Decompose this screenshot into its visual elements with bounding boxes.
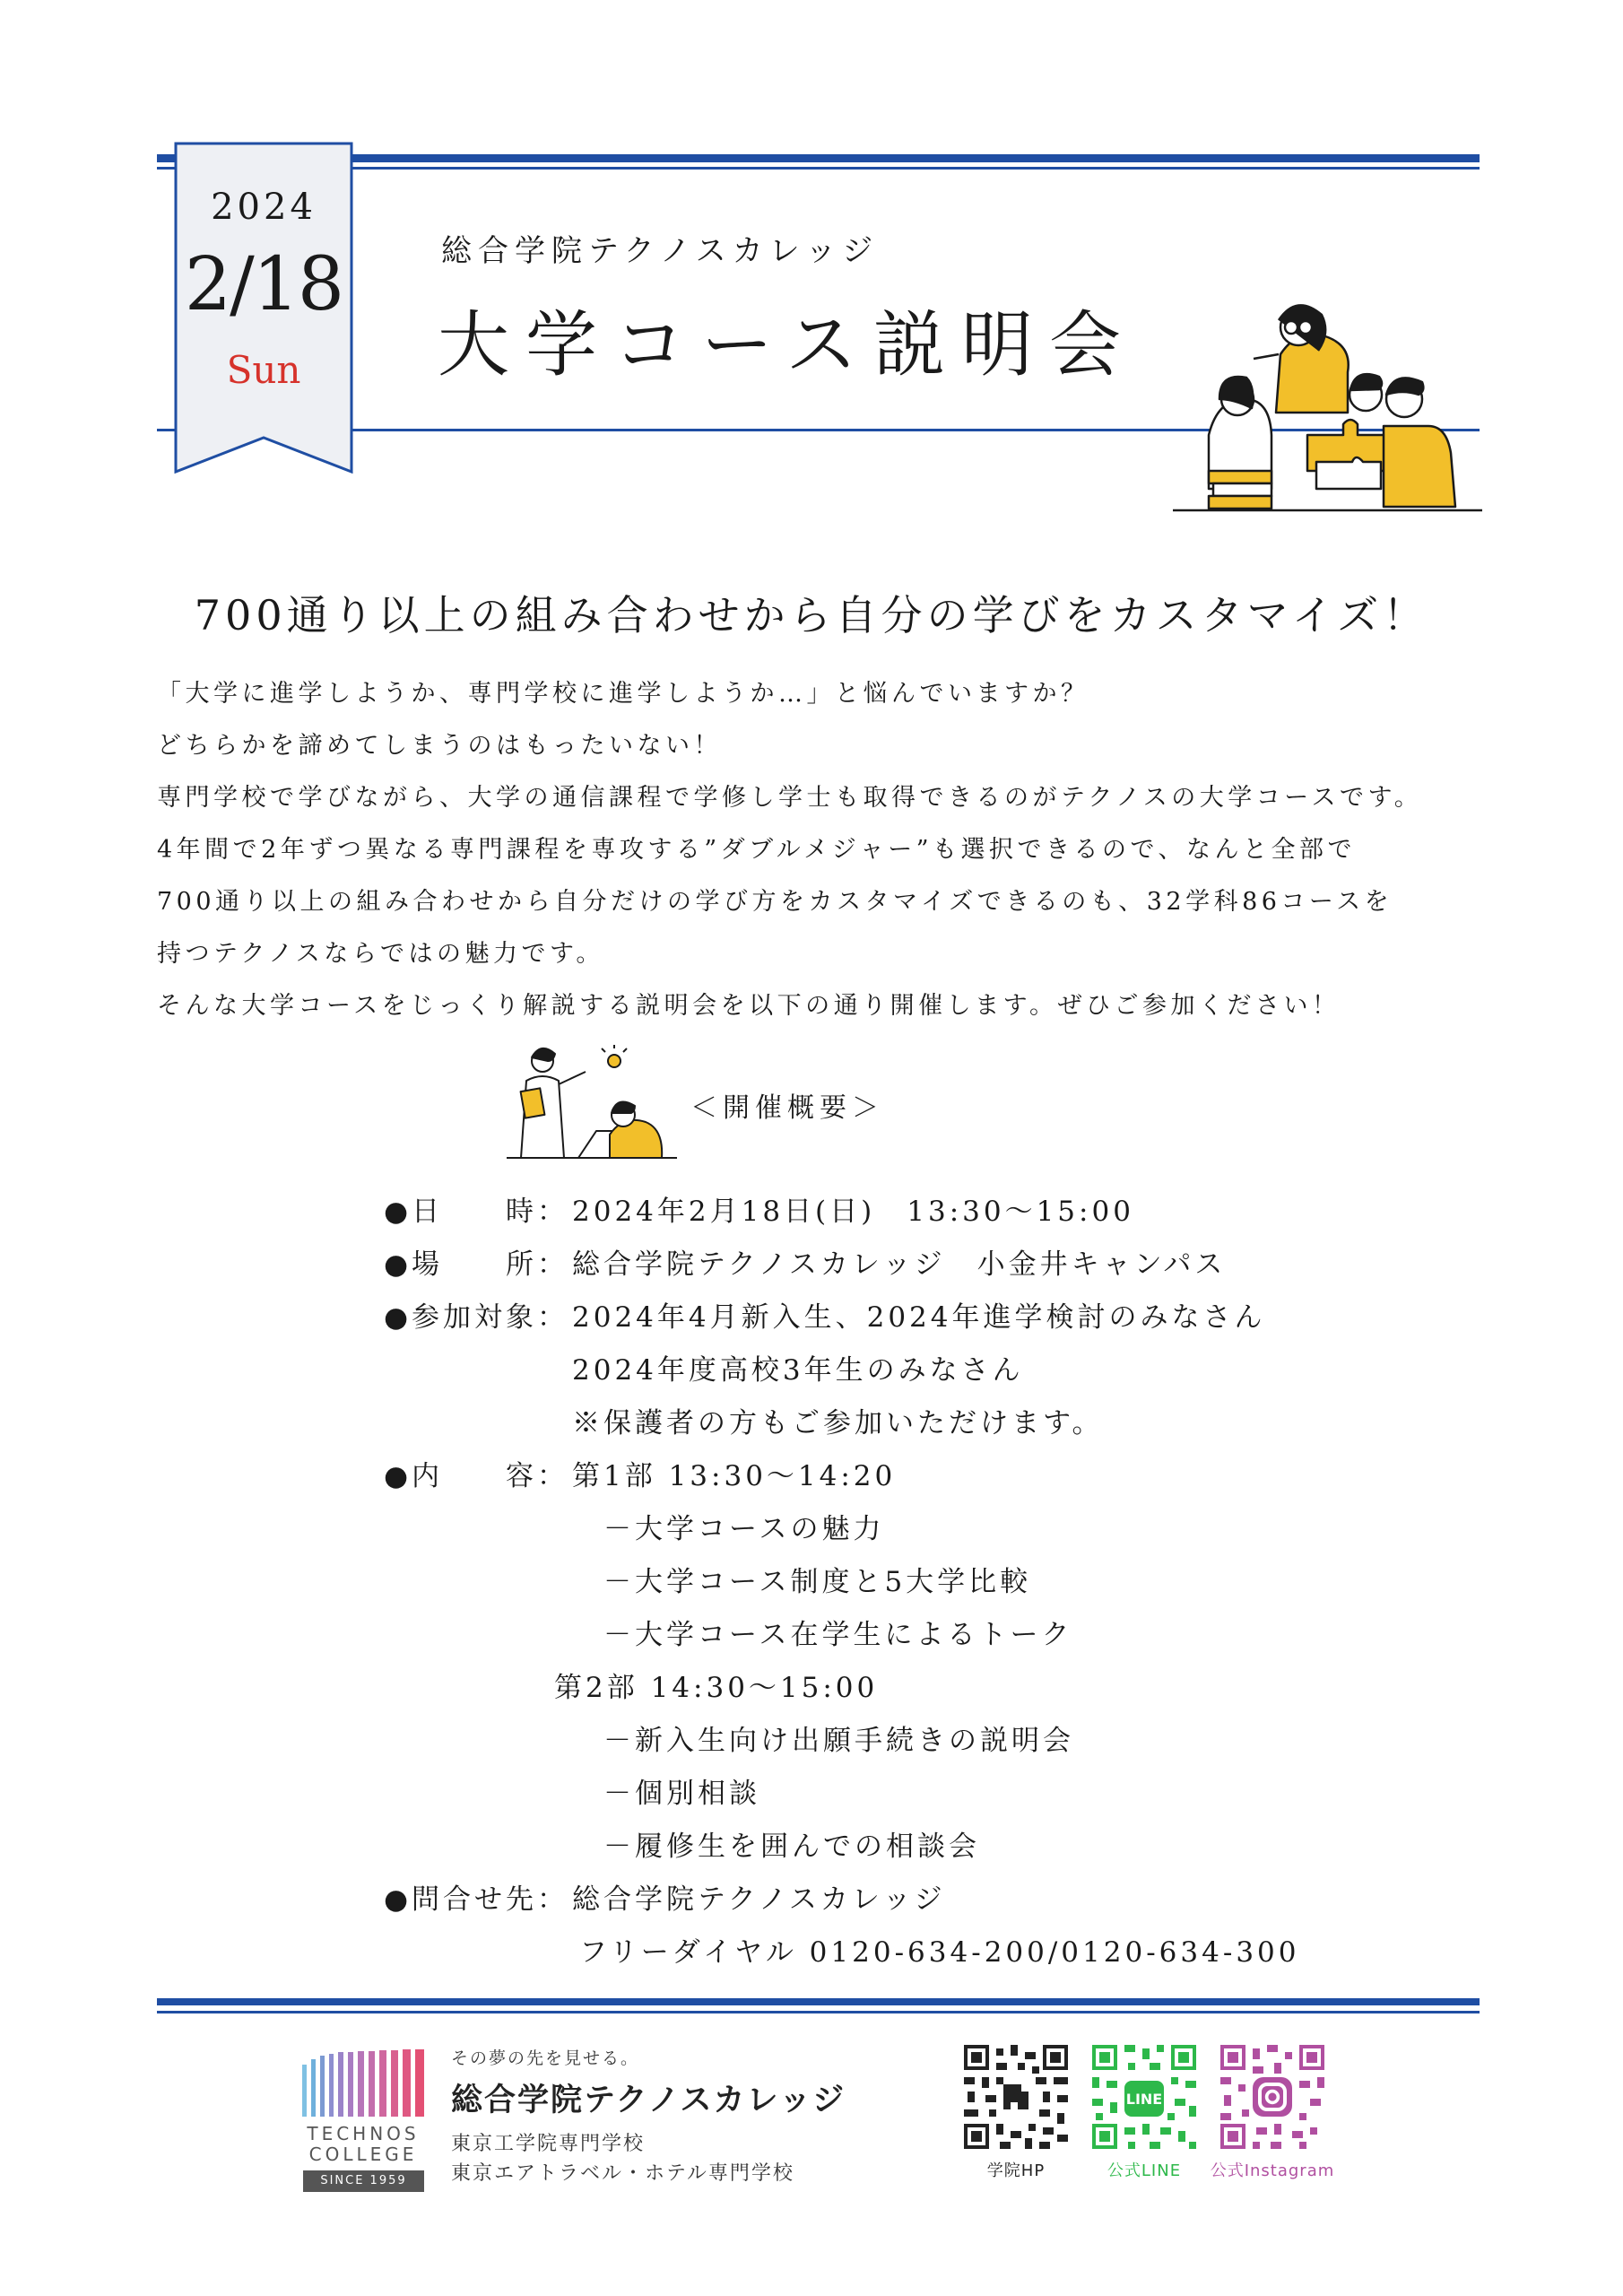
intro-text — [157, 668, 1484, 1032]
intro-line: どちらかを諦めてしまうのはもったいない！ — [157, 732, 722, 760]
organization-subtitle: 総合学院テクノスカレッジ — [441, 233, 880, 269]
detail-label: ●参加対象： — [384, 1301, 569, 1334]
detail-value: 2024年度高校3年生のみなさん — [572, 1354, 1024, 1387]
svg-text:LINE: LINE — [1125, 2091, 1163, 2108]
technos-logo-icon — [300, 2047, 426, 2118]
detail-note: ※保護者の方もご参加いただけます。 — [572, 1407, 1104, 1439]
detail-label: ●問合せ先： — [384, 1883, 569, 1916]
qr-label-instagram: 公式Instagram — [1210, 2161, 1335, 2180]
intro-line: 持つテクノスならではの魅力です。 — [157, 940, 604, 968]
ribbon-date: 2/18 — [184, 242, 343, 327]
footer-school: 東京工学院専門学校 — [451, 2133, 646, 2155]
program-part-1: 第1部 13:30～14:20 — [572, 1460, 897, 1492]
qr-code-instagram-icon[interactable] — [1220, 2045, 1324, 2149]
qr-code-homepage-icon[interactable] — [964, 2045, 1068, 2149]
headline: 700通り以上の組み合わせから自分の学びをカスタマイズ！ — [194, 591, 1429, 639]
detail-label: ●場 所： — [384, 1248, 569, 1281]
program-item-text: －大学コース制度と5大学比較 — [603, 1566, 1032, 1598]
footer-tagline: その夢の先を見せる。 — [451, 2048, 640, 2068]
qr-label-line: 公式LINE — [1107, 2161, 1182, 2180]
ribbon-day: Sun — [226, 348, 301, 392]
detail-value: 2024年4月新入生、2024年進学検討のみなさん — [572, 1301, 1266, 1334]
ribbon-year: 2024 — [211, 187, 317, 228]
footer-school: 東京エアトラベル・ホテル専門学校 — [451, 2162, 794, 2185]
detail-value: 総合学院テクノスカレッジ 小金井キャンパス — [572, 1248, 1227, 1281]
header-top-rule — [157, 154, 1480, 162]
program-item-text: －履修生を囲んでの相談会 — [603, 1831, 980, 1863]
detail-label: ●内 容： — [384, 1460, 569, 1492]
header-top-thin-rule — [157, 167, 1480, 170]
program-item-text: －大学コースの魅力 — [603, 1513, 885, 1545]
footer-org-name: 総合学院テクノスカレッジ — [451, 2083, 846, 2118]
logo-since-badge: SINCE 1959 — [303, 2170, 424, 2192]
program-item-text: －個別相談 — [603, 1778, 760, 1810]
logo-text-college: COLLEGE — [308, 2144, 418, 2165]
contact-phone: フリーダイヤル 0120-634-200/0120-634-300 — [579, 1936, 1300, 1969]
students-puzzle-illustration — [1173, 300, 1482, 516]
qr-code-line-icon[interactable] — [1092, 2045, 1196, 2149]
intro-line: 4年間で2年ずつ異なる専門課程を専攻する”ダブルメジャー”も選択できるので、なんと全部で — [157, 836, 1356, 864]
program-part-2: 第2部 14:30～15:00 — [554, 1672, 879, 1704]
contact-org: 総合学院テクノスカレッジ — [572, 1883, 946, 1916]
intro-line: 専門学校で学びながら、大学の通信課程で学修し学士も取得できるのがテクノスの大学コースです。 — [157, 784, 1423, 812]
detail-label: ●日 時： — [384, 1196, 569, 1228]
program-item-text: －大学コース在学生によるトーク — [603, 1619, 1073, 1651]
intro-line: 700通り以上の組み合わせから自分だけの学び方をカスタマイズできるのも、32学科86コースを — [157, 888, 1393, 916]
section-heading: ＜開催概要＞ — [690, 1092, 884, 1124]
footer-thin-rule — [157, 2011, 1480, 2013]
page-title: 大学コース説明会 — [438, 303, 1137, 387]
intro-line: 「大学に進学しようか、専門学校に進学しようか…」と悩んでいますか？ — [157, 680, 1089, 708]
intro-line: そんな大学コースをじっくり解説する説明会を以下の通り開催します。ぜひご参加ください！ — [157, 992, 1341, 1020]
teacher-student-illustration — [507, 1045, 677, 1161]
detail-value: 2024年2月18日(日) 13:30～15:00 — [572, 1196, 1134, 1228]
program-item-text: －新入生向け出願手続きの説明会 — [603, 1725, 1074, 1757]
qr-label-homepage: 学院HP — [986, 2161, 1046, 2180]
footer-top-rule — [157, 1998, 1480, 2005]
logo-text-technos: TECHNOS — [307, 2123, 420, 2144]
